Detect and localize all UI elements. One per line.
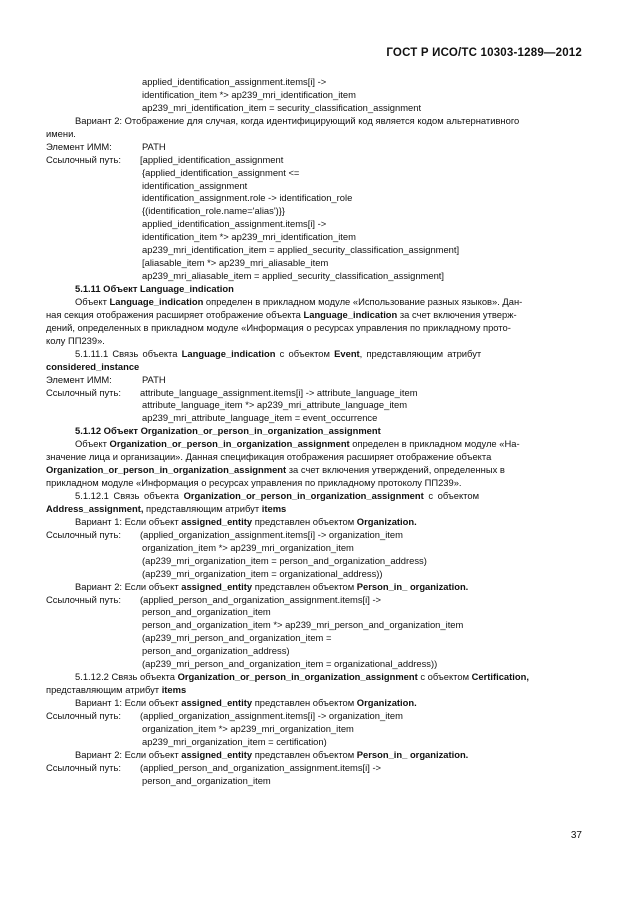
paragraph-line: ная секция отображения расширяет отображение объекта Language_indication за счет включения утверж- (46, 308, 517, 320)
code-line: person_and_organization_item (142, 606, 271, 618)
paragraph-line: значение лица и организации». Данная спецификация отображения расширяет отображение объекта (46, 451, 492, 463)
code-line: (ap239_mri_organization_item = organizational_address)) (142, 567, 383, 579)
code-line: person_and_organization_address) (142, 645, 290, 657)
subsection-heading-cont: представляющим атрибут items (46, 684, 187, 696)
mapping-element (46, 374, 584, 387)
code-line: identification_assignment (142, 179, 248, 191)
value: PATH (142, 140, 166, 152)
value: (applied_organization_assignment.items[i] -> organization_item (140, 528, 403, 540)
code-line: ap239_mri_identification_item = applied_security_classification_assignment] (142, 244, 460, 256)
value: (applied_person_and_organization_assignment.items[i] -> (140, 761, 382, 773)
code-line: ap239_mri_identification_item = security_classification_assignment (142, 101, 422, 113)
reference-path (46, 710, 584, 723)
label: Ссылочный путь: (46, 386, 121, 398)
subsection-heading: 5.1.12.2 Связь объекта Organization_or_person_in_organization_assignment с объектом Certification, (75, 671, 529, 683)
subsection-heading-cont: Address_assignment, представляющим атрибут items (46, 502, 287, 514)
paragraph-line: Organization_or_person_in_organization_assignment за счет включения утверждений, определенных в (46, 464, 505, 476)
code-line: person_and_organization_item (142, 774, 271, 786)
paragraph-line: колу ПП239». (46, 334, 105, 346)
code-line: ap239_mri_aliasable_item = applied_security_classification_assignment] (142, 270, 444, 282)
label: Элемент ИММ: (46, 373, 112, 385)
code-line: (ap239_mri_organization_item = person_and_organization_address) (142, 554, 427, 566)
variant-line: Вариант 1: Если объект assigned_entity представлен объектом Organization. (75, 697, 417, 708)
reference-path (46, 594, 584, 607)
code-line: {applied_identification_assignment <= (142, 166, 300, 178)
subsection-heading: 5.1.12.1 Связь объекта Organization_or_person_in_organization_assignment с объектом (75, 490, 480, 501)
label: Ссылочный путь: (46, 528, 121, 540)
subsection-heading: 5.1.11.1 Связь объекта Language_indication с объектом Event, представляющим атрибут (75, 347, 482, 359)
code-line: person_and_organization_item *> ap239_mri_person_and_organization_item (142, 619, 464, 631)
paragraph-line: дений, определенных в прикладном модуле «Информация о ресурсах управления по прикладному прото- (46, 321, 511, 333)
variant-line-cont: имени. (46, 127, 76, 139)
variant-line: Вариант 2: Если объект assigned_entity представлен объектом Person_in_ organization. (75, 748, 469, 760)
page-number: 37 (570, 830, 582, 841)
code-line: {(identification_role.name='alias')}} (142, 205, 285, 217)
variant-line: Вариант 2: Отображение для случая, когда идентифицирующий код является кодом альтернативного (75, 114, 520, 126)
paragraph-line: прикладном модуле «Информация о ресурсах управления по прикладному протоколу ПП239». (46, 477, 462, 489)
code-line: organization_item *> ap239_mri_organization_item (142, 541, 354, 553)
value: [applied_identification_assignment (140, 153, 284, 165)
label: Элемент ИММ: (46, 140, 112, 152)
subsection-heading-cont: considered_instance (46, 360, 140, 372)
code-line: ap239_mri_attribute_language_item = event_occurrence (142, 412, 378, 424)
code-line: identification_item *> ap239_mri_identification_item (142, 231, 356, 243)
reference-path (46, 529, 584, 542)
code-line: identification_assignment.role -> identification_role (142, 192, 353, 204)
label: Ссылочный путь: (46, 153, 121, 165)
section-heading: 5.1.11 Объект Language_indication (75, 283, 234, 294)
value: PATH (142, 373, 166, 385)
code-line: applied_identification_assignment.items[i] -> (142, 218, 327, 230)
paragraph-line: Объект Organization_or_person_in_organization_assignment определен в прикладном модуле «На- (75, 438, 520, 450)
code-line: applied_identification_assignment.items[i] -> (142, 76, 327, 87)
value: (applied_person_and_organization_assignment.items[i] -> (140, 593, 382, 605)
code-line: (ap239_mri_person_and_organization_item = organizational_address)) (142, 658, 438, 670)
code-line: attribute_language_item *> ap239_mri_attribute_language_item (142, 399, 408, 411)
mapping-element (46, 141, 584, 154)
label: Ссылочный путь: (46, 593, 121, 605)
reference-path (46, 762, 584, 775)
reference-path (46, 387, 584, 400)
section-heading: 5.1.12 Объект Organization_or_person_in_organization_assignment (75, 425, 381, 437)
variant-line: Вариант 1: Если объект assigned_entity представлен объектом Organization. (75, 515, 417, 527)
paragraph-line: Объект Language_indication определен в прикладном модуле «Использование разных языков». Дан- (75, 295, 523, 307)
code-line: organization_item *> ap239_mri_organization_item (142, 722, 354, 734)
code-line: ap239_mri_organization_item = certification) (142, 735, 327, 747)
document-body (46, 76, 584, 788)
document-header: ГОСТ Р ИСО/ТС 10303-1289—2012 (386, 47, 582, 59)
code-line: [aliasable_item *> ap239_mri_aliasable_item (142, 257, 329, 269)
reference-path (46, 154, 584, 167)
label: Ссылочный путь: (46, 709, 121, 721)
variant-line: Вариант 2: Если объект assigned_entity представлен объектом Person_in_ organization. (75, 580, 469, 592)
code-line: (ap239_mri_person_and_organization_item = (142, 632, 332, 644)
value: (applied_organization_assignment.items[i] -> organization_item (140, 709, 403, 721)
value: attribute_language_assignment.items[i] -> attribute_language_item (140, 386, 418, 398)
code-line: identification_item *> ap239_mri_identification_item (142, 88, 356, 100)
label: Ссылочный путь: (46, 761, 121, 773)
